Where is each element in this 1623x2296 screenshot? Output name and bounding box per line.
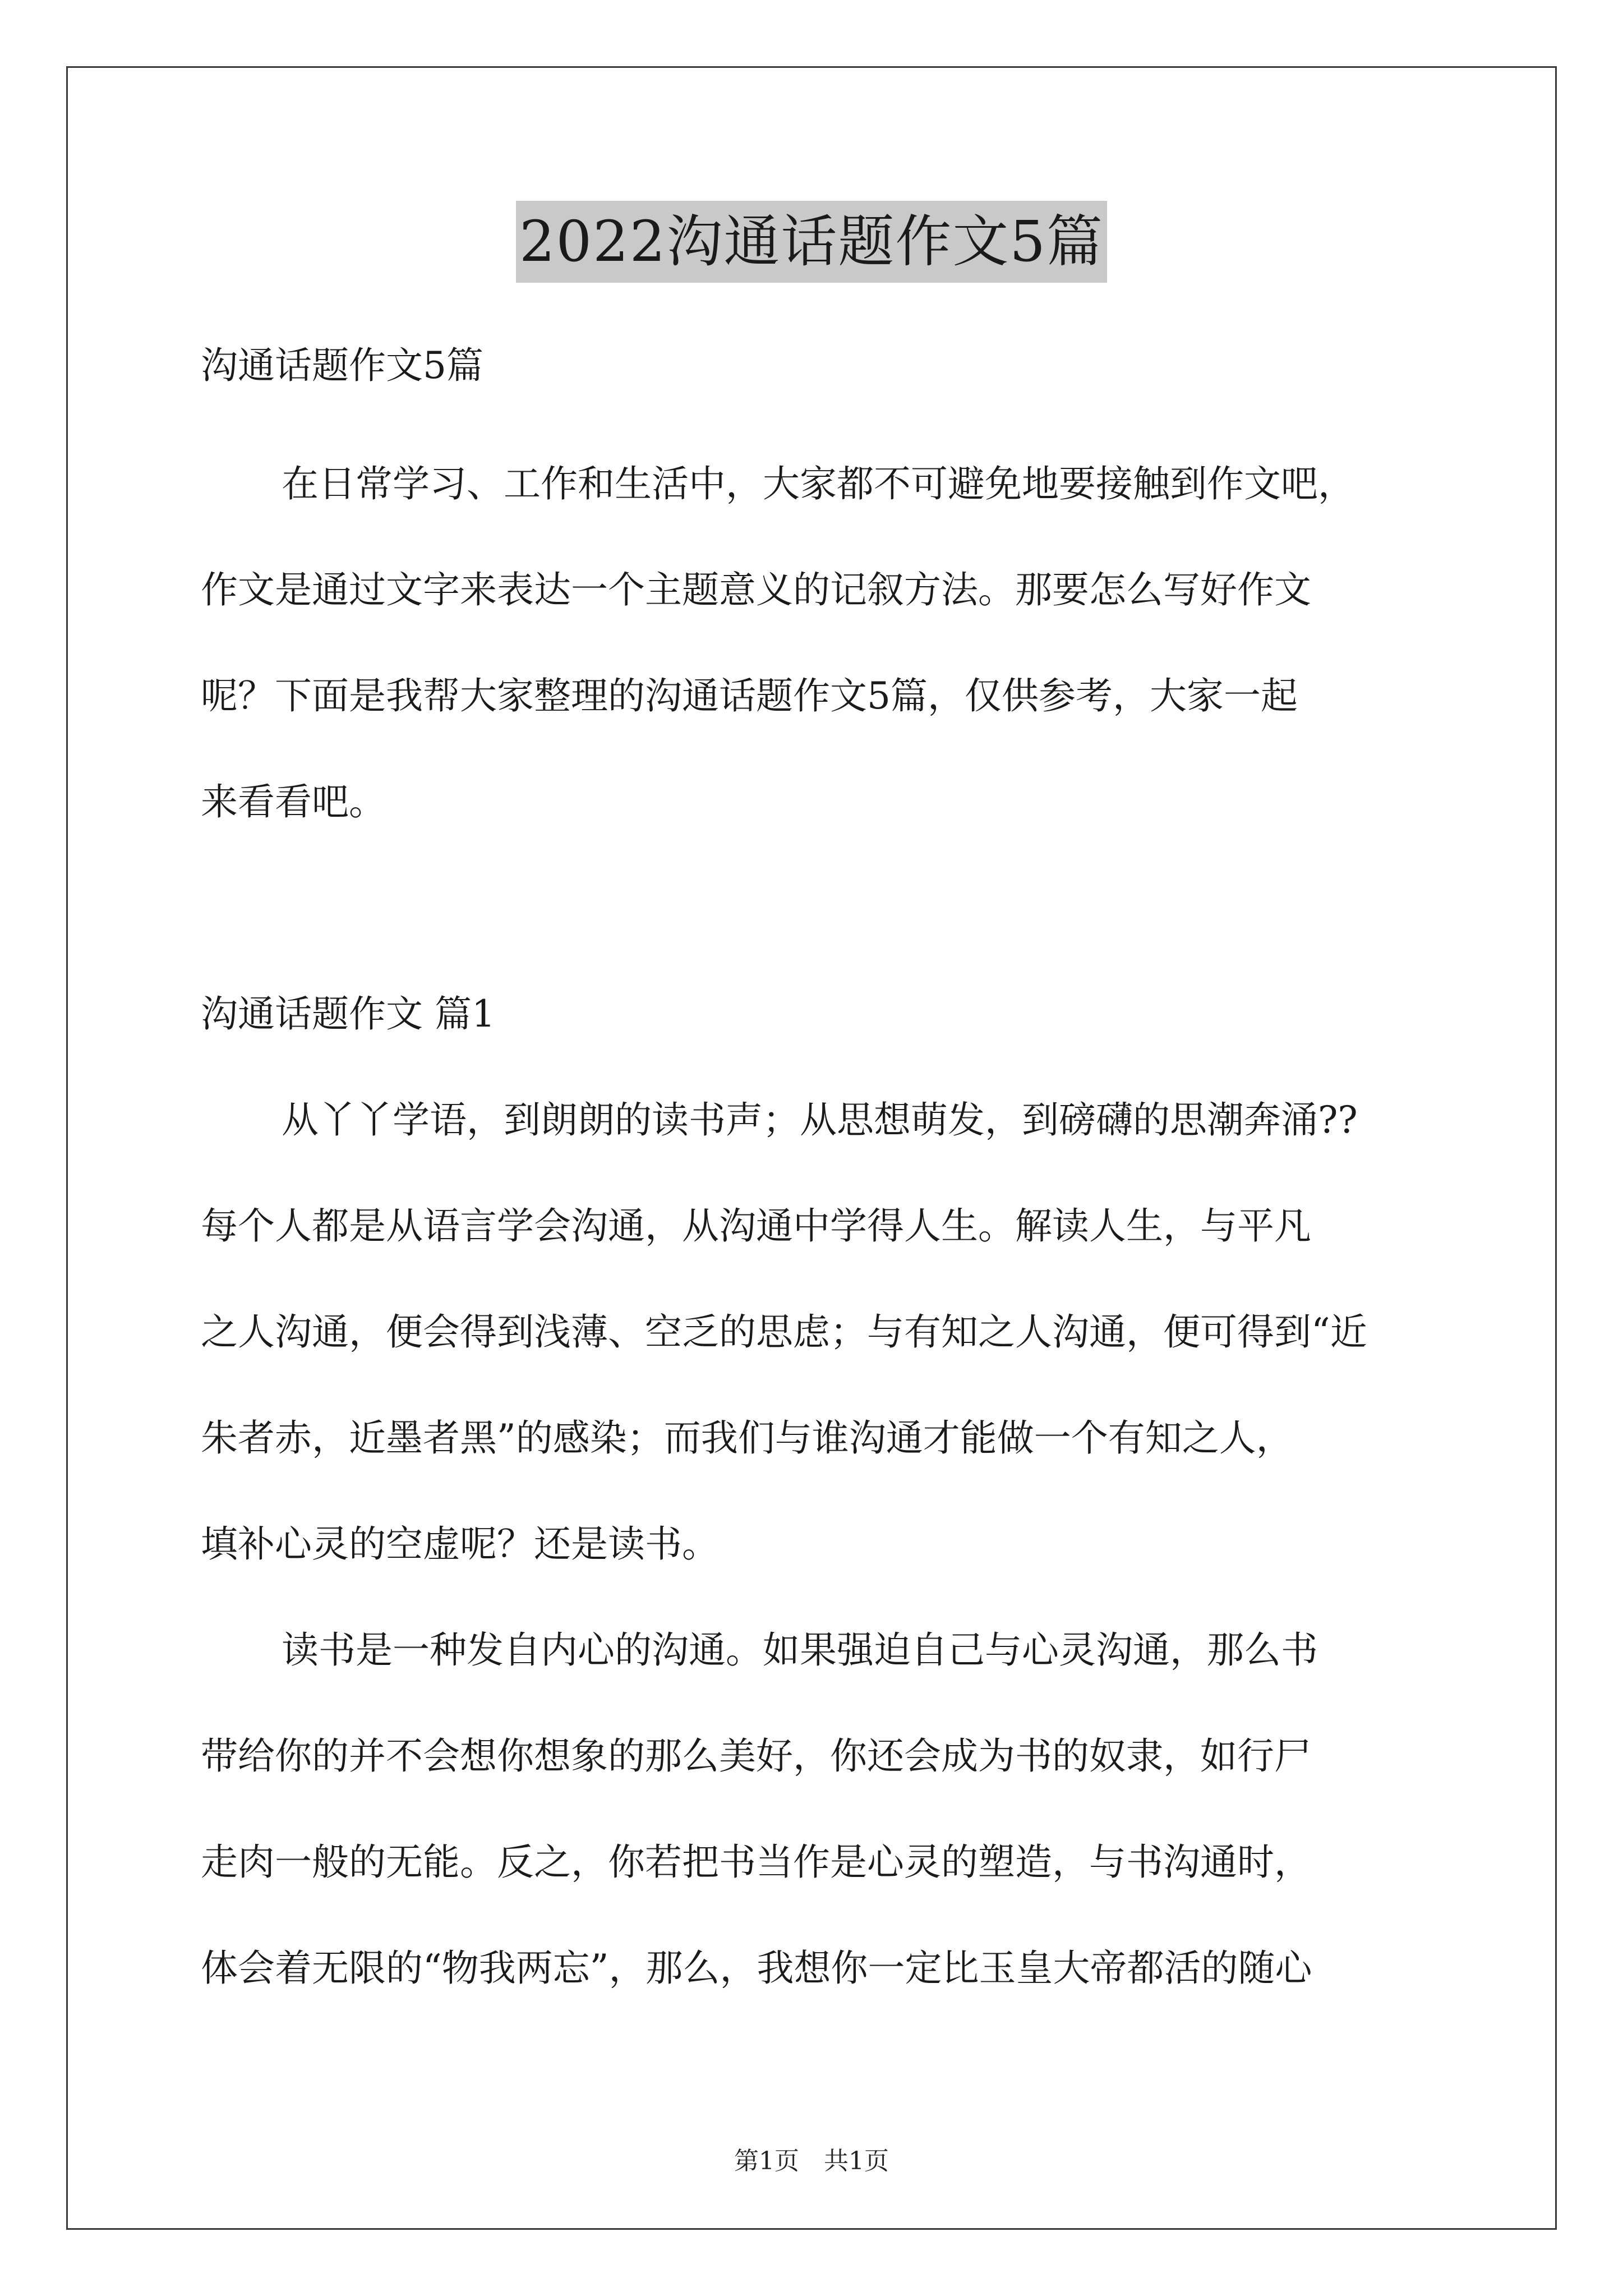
- document-title: 2022沟通话题作文5篇: [516, 201, 1107, 283]
- intro-line: 作文是通过文字来表达一个主题意义的记叙方法。那要怎么写好作文: [201, 568, 1311, 611]
- section-heading: 沟通话题作文 篇1: [201, 992, 495, 1036]
- body-line: 每个人都是从语言学会沟通，从沟通中学得人生。解读人生，与平凡: [201, 1204, 1311, 1248]
- body-line: 之人沟通，便会得到浅薄、空乏的思虑；与有知之人沟通，便可得到“近: [201, 1310, 1367, 1354]
- intro-line: 来看看吧。: [201, 780, 386, 823]
- body-line: 走肉一般的无能。反之，你若把书当作是心灵的塑造，与书沟通时，: [201, 1841, 1311, 1884]
- body-line: 填补心灵的空虚呢？还是读书。: [201, 1522, 719, 1566]
- body-line: 带给你的并不会想你想象的那么美好，你还会成为书的奴隶，如行尸: [201, 1734, 1311, 1778]
- body-line: 朱者赤，近墨者黑”的感染；而我们与谁沟通才能做一个有知之人，: [201, 1416, 1293, 1460]
- intro-line: 呢？下面是我帮大家整理的沟通话题作文5篇，仅供参考，大家一起: [201, 674, 1298, 717]
- intro-line: 在日常学习、工作和生活中，大家都不可避免地要接触到作文吧，: [282, 462, 1355, 505]
- document-subtitle: 沟通话题作文5篇: [201, 344, 483, 387]
- page-number-footer: 第1页 共1页: [734, 2147, 889, 2175]
- title-container: [0, 201, 1623, 283]
- body-line: 体会着无限的“物我两忘”，那么，我想你一定比玉皇大帝都活的随心: [201, 1947, 1312, 1990]
- body-line: 从丫丫学语，到朗朗的读书声；从思想萌发，到磅礴的思潮奔涌??: [282, 1098, 1358, 1142]
- body-line: 读书是一种发自内心的沟通。如果强迫自己与心灵沟通，那么书: [282, 1628, 1318, 1672]
